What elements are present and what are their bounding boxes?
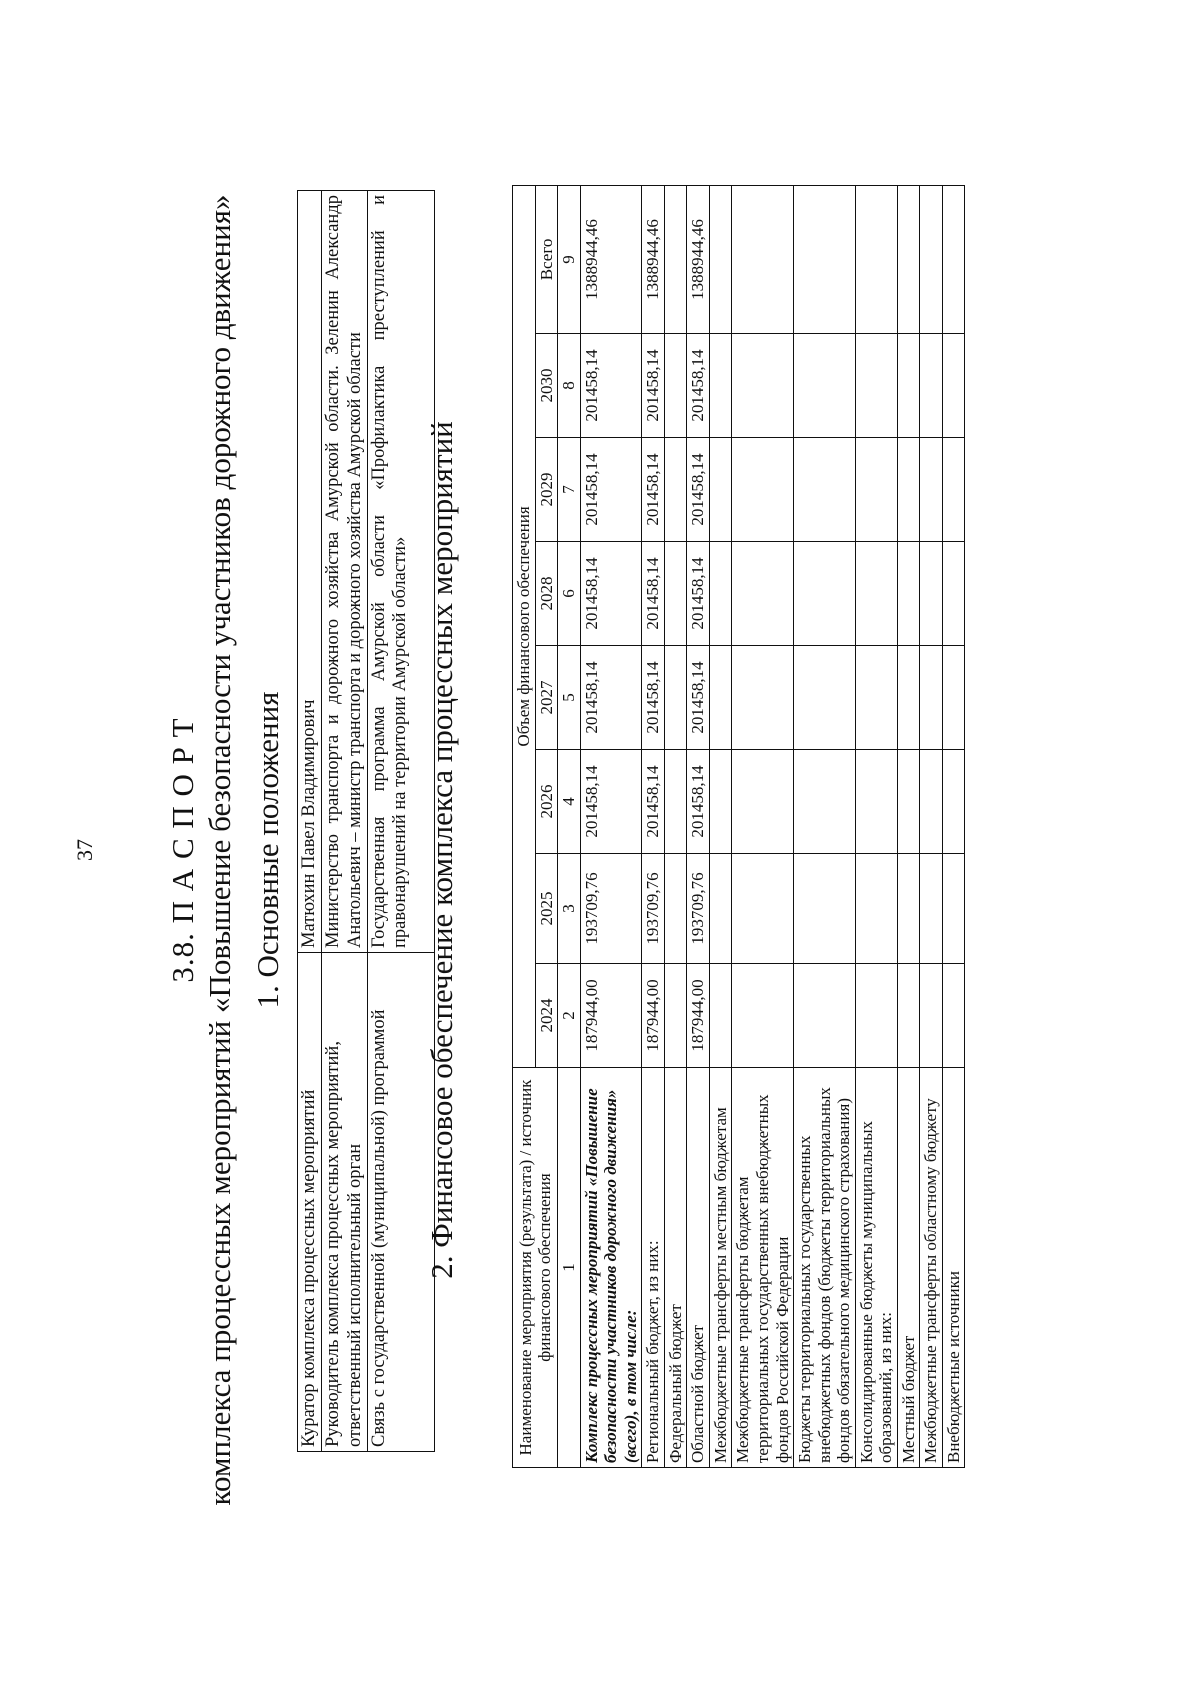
value-cell <box>942 646 965 750</box>
column-number: 9 <box>558 185 581 333</box>
value-cell <box>920 646 943 750</box>
value-cell <box>709 646 732 750</box>
value-cell <box>897 750 920 854</box>
value-cell <box>942 334 965 438</box>
column-number: 2 <box>558 964 581 1068</box>
row-name: Бюджеты территориальных государственных внебюджетных фондов (бюджеты территориальных фондов обязательного медицинского страхования) <box>794 1068 856 1468</box>
year-header: 2027 <box>535 646 558 750</box>
value-cell: 1388944,46 <box>642 185 665 333</box>
curator-label: Куратор комплекса процессных мероприятий <box>298 953 322 1452</box>
value-cell: 201458,14 <box>642 750 665 854</box>
table-row <box>709 185 732 1467</box>
value-cell <box>855 438 897 542</box>
year-header: 2029 <box>535 438 558 542</box>
value-cell <box>732 334 794 438</box>
page-number: 37 <box>72 839 97 861</box>
head-label: Руководитель комплекса процессных мероприятий, ответственный исполнительный орган <box>322 953 368 1452</box>
year-header: Всего <box>535 185 558 333</box>
value-cell <box>897 854 920 964</box>
column-number: 8 <box>558 334 581 438</box>
value-cell: 187944,00 <box>580 964 642 1068</box>
value-cell: 187944,00 <box>687 964 710 1068</box>
year-header: 2026 <box>535 750 558 854</box>
row-name: Федеральный бюджет <box>664 1068 687 1468</box>
finance-body <box>580 185 965 1467</box>
year-header: 2028 <box>535 542 558 646</box>
value-cell <box>732 646 794 750</box>
value-cell <box>942 854 965 964</box>
value-cell <box>794 185 856 333</box>
value-cell <box>920 185 943 333</box>
value-cell <box>664 438 687 542</box>
table-row <box>580 185 642 1467</box>
table-row <box>664 185 687 1467</box>
value-cell: 201458,14 <box>687 750 710 854</box>
value-cell: 201458,14 <box>580 542 642 646</box>
value-cell <box>920 854 943 964</box>
table-row <box>920 185 943 1467</box>
value-cell: 201458,14 <box>687 438 710 542</box>
finance-header-name: Наименование мероприятия (результата) / источник финансового обеспечения <box>513 1068 558 1468</box>
program-link-value: Государственная программа Амурской области «Профилактика преступлений и правонарушений на территории Амурской области» <box>367 191 434 953</box>
value-cell <box>709 185 732 333</box>
value-cell <box>664 964 687 1068</box>
value-cell <box>897 185 920 333</box>
table-row <box>732 185 794 1467</box>
table-row <box>897 185 920 1467</box>
value-cell <box>794 646 856 750</box>
value-cell <box>942 542 965 646</box>
value-cell <box>664 854 687 964</box>
value-cell <box>855 750 897 854</box>
value-cell <box>709 750 732 854</box>
value-cell <box>920 542 943 646</box>
value-cell <box>732 854 794 964</box>
value-cell: 187944,00 <box>642 964 665 1068</box>
value-cell <box>942 438 965 542</box>
year-header: 2025 <box>535 854 558 964</box>
curator-value: Матюхин Павел Владимирович <box>298 191 322 953</box>
value-cell <box>664 646 687 750</box>
column-number: 6 <box>558 542 581 646</box>
value-cell: 201458,14 <box>687 334 710 438</box>
value-cell <box>664 750 687 854</box>
value-cell <box>897 542 920 646</box>
finance-column-numbers-row <box>558 185 581 1467</box>
table-row <box>855 185 897 1467</box>
value-cell: 201458,14 <box>580 750 642 854</box>
value-cell <box>664 542 687 646</box>
value-cell: 193709,76 <box>687 854 710 964</box>
value-cell <box>897 334 920 438</box>
table-row <box>687 185 710 1467</box>
value-cell <box>794 438 856 542</box>
value-cell <box>920 964 943 1068</box>
table-row <box>642 185 665 1467</box>
year-header: 2024 <box>535 964 558 1068</box>
document-subtitle: комплекса процессных мероприятий «Повышение безопасности участников дорожного движения» <box>202 194 237 1506</box>
section-heading-finance: 2. Финансовое обеспечение комплекса процессных мероприятий <box>424 421 459 1279</box>
value-cell: 1388944,46 <box>687 185 710 333</box>
value-cell <box>920 334 943 438</box>
row-name: Внебюджетные источники <box>942 1068 965 1468</box>
value-cell: 201458,14 <box>642 334 665 438</box>
value-cell <box>732 438 794 542</box>
value-cell <box>942 185 965 333</box>
value-cell <box>709 438 732 542</box>
basic-provisions-table <box>297 190 435 1452</box>
column-number: 7 <box>558 438 581 542</box>
column-number: 5 <box>558 646 581 750</box>
value-cell: 201458,14 <box>642 542 665 646</box>
value-cell: 201458,14 <box>580 334 642 438</box>
value-cell <box>855 185 897 333</box>
value-cell <box>897 646 920 750</box>
value-cell <box>794 334 856 438</box>
value-cell: 201458,14 <box>580 438 642 542</box>
column-number: 3 <box>558 854 581 964</box>
table-row <box>942 185 965 1467</box>
value-cell <box>709 334 732 438</box>
table-row <box>298 191 322 1452</box>
value-cell <box>794 542 856 646</box>
value-cell <box>920 438 943 542</box>
value-cell <box>709 964 732 1068</box>
row-name: Межбюджетные трансферты областному бюджету <box>920 1068 943 1468</box>
value-cell <box>664 334 687 438</box>
value-cell <box>897 438 920 542</box>
value-cell <box>732 185 794 333</box>
value-cell: 1388944,46 <box>580 185 642 333</box>
value-cell <box>920 750 943 854</box>
row-name: Региональный бюджет, из них: <box>642 1068 665 1468</box>
value-cell: 201458,14 <box>687 542 710 646</box>
value-cell <box>942 964 965 1068</box>
year-header: 2030 <box>535 334 558 438</box>
section-heading-basic-provisions: 1. Основные положения <box>250 691 285 1009</box>
table-row <box>322 191 368 1452</box>
value-cell: 201458,14 <box>580 646 642 750</box>
row-name: Консолидированные бюджеты муниципальных образований, из них: <box>855 1068 897 1468</box>
document-title: 3.8. П А С П О Р Т <box>165 717 200 983</box>
row-name: Межбюджетные трансферты местным бюджетам <box>709 1068 732 1468</box>
value-cell: 201458,14 <box>642 438 665 542</box>
row-name: Областной бюджет <box>687 1068 710 1468</box>
row-name: Комплекс процессных мероприятий «Повышение безопасности участников дорожного движения» (всего), в том числе: <box>580 1068 642 1468</box>
value-cell: 201458,14 <box>642 646 665 750</box>
value-cell <box>732 964 794 1068</box>
value-cell: 193709,76 <box>642 854 665 964</box>
value-cell <box>942 750 965 854</box>
value-cell <box>709 542 732 646</box>
column-number: 4 <box>558 750 581 854</box>
column-number: 1 <box>558 1068 581 1468</box>
row-name: Межбюджетные трансферты бюджетам территориальных государственных внебюджетных фондов Российской Федерации <box>732 1068 794 1468</box>
value-cell <box>709 854 732 964</box>
value-cell <box>794 854 856 964</box>
row-name: Местный бюджет <box>897 1068 920 1468</box>
value-cell <box>664 185 687 333</box>
value-cell <box>855 334 897 438</box>
value-cell <box>855 646 897 750</box>
head-value: Министерство транспорта и дорожного хозяйства Амурской области. Зеленин Александр Анатольевич – министр транспорта и дорожного хозяйства Амурской области <box>322 191 368 953</box>
value-cell: 193709,76 <box>580 854 642 964</box>
value-cell <box>855 964 897 1068</box>
value-cell <box>855 854 897 964</box>
finance-table <box>512 185 965 1468</box>
table-row <box>794 185 856 1467</box>
value-cell <box>732 750 794 854</box>
value-cell <box>897 964 920 1068</box>
value-cell: 201458,14 <box>687 646 710 750</box>
finance-header-row <box>513 185 536 1467</box>
value-cell <box>732 542 794 646</box>
program-link-label: Связь с государственной (муниципальной) программой <box>367 953 434 1452</box>
finance-header-group: Объем финансового обеспечения <box>513 185 536 1067</box>
value-cell <box>855 542 897 646</box>
value-cell <box>794 750 856 854</box>
value-cell <box>794 964 856 1068</box>
